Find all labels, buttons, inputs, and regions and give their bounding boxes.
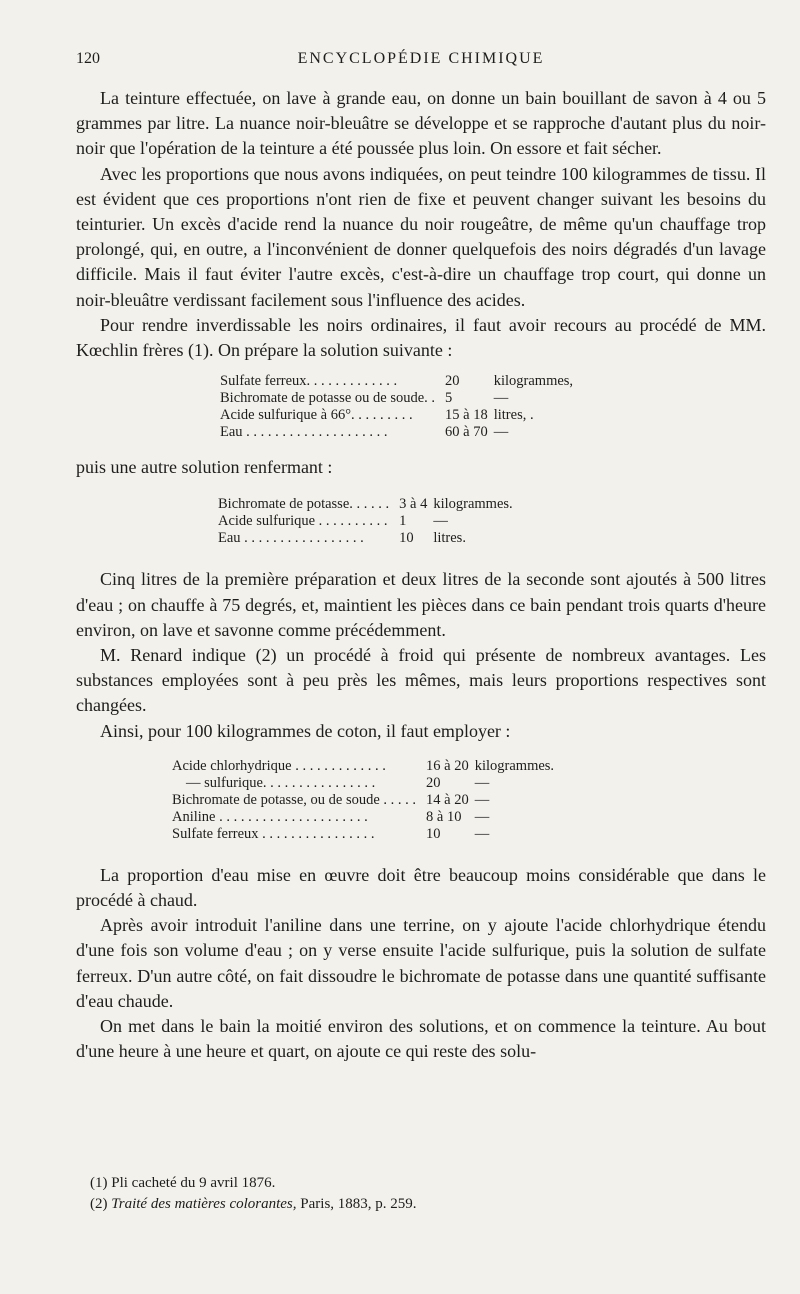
- unit: kilogrammes.: [474, 757, 555, 774]
- unit: —: [493, 424, 509, 441]
- footnote-1: (1) Pli cacheté du 9 avril 1876.: [90, 1175, 276, 1191]
- table-row: [220, 373, 573, 390]
- unit: —: [474, 774, 490, 791]
- recipe-table-2: [218, 496, 513, 547]
- ingredient: Eau . . . . . . . . . . . . . . . . .: [218, 530, 364, 547]
- quantity: 1: [399, 513, 407, 530]
- paragraph: puis une autre solution renfermant :: [76, 457, 333, 478]
- table-row: [220, 390, 573, 407]
- unit: —: [493, 390, 509, 407]
- ingredient: Acide sulfurique . . . . . . . . . .: [218, 513, 388, 530]
- quantity: 8 à 10: [426, 808, 462, 825]
- unit: litres, .: [493, 407, 534, 424]
- paragraph: Ainsi, pour 100 kilogrammes de coton, il faut employer :: [100, 720, 511, 741]
- table-row: [220, 407, 573, 424]
- body-text: [76, 86, 766, 1064]
- table-row: [218, 496, 513, 513]
- unit: litres.: [433, 530, 466, 547]
- unit: kilogrammes,: [493, 373, 574, 390]
- recipe-table-3: [172, 758, 554, 843]
- ingredient: Eau . . . . . . . . . . . . . . . . . . . .: [220, 424, 388, 441]
- footnote-2: [90, 1194, 417, 1215]
- unit: —: [474, 825, 490, 842]
- table-row: [218, 530, 513, 547]
- quantity: 10: [399, 530, 414, 547]
- ingredient: Bichromate de potasse, ou de soude . . . . .: [172, 791, 417, 808]
- quantity: 3 à 4: [399, 496, 428, 513]
- ingredient: Sulfate ferreux . . . . . . . . . . . . . . . .: [172, 825, 375, 842]
- quantity: 20: [445, 373, 460, 390]
- paragraph: La proportion d'eau mise en œuvre doit être beaucoup moins considérable que dans le procédé à chaud.: [76, 864, 766, 911]
- table-row: [220, 424, 573, 441]
- paragraph: On met dans le bain la moitié environ des solutions, et on commence la teinture. Au bout d'une heure à une heure et quart, on ajoute ce qui reste des solu-: [76, 1016, 766, 1062]
- ingredient: Bichromate de potasse. . . . . .: [218, 496, 390, 513]
- paragraph: Pour rendre inverdissable les noirs ordinaires, il faut avoir recours au procédé de MM. Kœchlin frères (1). On prépare la solution suivante :: [76, 314, 766, 361]
- unit: —: [474, 791, 490, 808]
- footnote-2-title: Traité des matières colorantes,: [111, 1196, 297, 1212]
- unit: —: [433, 513, 448, 530]
- page-number: 120: [76, 50, 100, 67]
- table-row: [218, 513, 513, 530]
- table-row: [172, 809, 554, 826]
- page-header: [76, 50, 766, 72]
- quantity: 16 à 20: [426, 757, 469, 774]
- quantity: 60 à 70: [445, 424, 488, 441]
- ingredient: Sulfate ferreux. . . . . . . . . . . . .: [220, 373, 398, 390]
- quantity: 20: [426, 774, 441, 791]
- quantity: 5: [445, 390, 453, 407]
- ingredient: Acide sulfurique à 66°. . . . . . . . .: [220, 407, 413, 424]
- footnote-2-number: (2): [90, 1196, 108, 1212]
- footnote-2-rest: Paris, 1883, p. 259.: [300, 1196, 417, 1212]
- quantity: 15 à 18: [445, 407, 488, 424]
- quantity: 10: [426, 825, 441, 842]
- table-row: [172, 792, 554, 809]
- running-title: ENCYCLOPÉDIE CHIMIQUE: [297, 50, 545, 67]
- table-row: [172, 758, 554, 775]
- paragraph: M. Renard indique (2) un procédé à froid qui présente de nombreux avantages. Les substances employées sont à peu près les mêmes, mais leurs proportions respectives sont changées.: [76, 645, 766, 716]
- paragraph: Après avoir introduit l'aniline dans une terrine, on y ajoute l'acide chlorhydrique étendu d'une fois son volume d'eau ; on y verse ensuite l'acide sulfurique, puis la solution de sulfate ferreux. D'un autre côté, on fait dissoudre le bichromate de potasse dans une quantité suffisante d'eau chaude.: [76, 915, 766, 1011]
- unit: kilogrammes.: [433, 496, 513, 513]
- paragraph: Avec les proportions que nous avons indiquées, on peut teindre 100 kilogrammes de tissu. Il est évident que ces proportions n'ont rien de fixe et peuvent changer suivant les besoins du teinturier. Un excès d'acide rend la nuance du noir rougeâtre, de même qu'un chauffage trop prolongé, qui, en outre, a l'inconvénient de donner quelquefois des noirs dégradés d'un lavage difficile. Mais il faut éviter l'autre excès, c'est-à-dire un chauffage trop court, qui donne un noir-bleuâtre verdissant facilement sous l'influence des acides.: [76, 163, 766, 310]
- paragraph: La teinture effectuée, on lave à grande eau, on donne un bain bouillant de savon à 4 ou 5 grammes par litre. La nuance noir-bleuâtre se développe et se rapproche d'autant plus du noir-noir que l'opération de la teinture a été poussée plus loin. On essore et fait sécher.: [76, 88, 766, 159]
- unit: —: [474, 808, 490, 825]
- ingredient: Aniline . . . . . . . . . . . . . . . . . . . . .: [172, 808, 368, 825]
- recipe-table-1: [220, 373, 573, 441]
- ingredient: Acide chlorhydrique . . . . . . . . . . . . .: [172, 757, 386, 774]
- footnotes: [90, 1173, 417, 1215]
- quantity: 14 à 20: [426, 791, 469, 808]
- table-row: [172, 826, 554, 843]
- ingredient: Bichromate de potasse ou de soude. .: [220, 390, 436, 407]
- paragraph: Cinq litres de la première préparation et deux litres de la seconde sont ajoutés à 500 litres d'eau ; on chauffe à 75 degrés, et, maintient les pièces dans ce bain pendant trois quarts d'heure environ, on lave et savonne comme précédemment.: [76, 569, 766, 640]
- table-row: [172, 775, 554, 792]
- ingredient: — sulfurique. . . . . . . . . . . . . . . .: [186, 774, 376, 791]
